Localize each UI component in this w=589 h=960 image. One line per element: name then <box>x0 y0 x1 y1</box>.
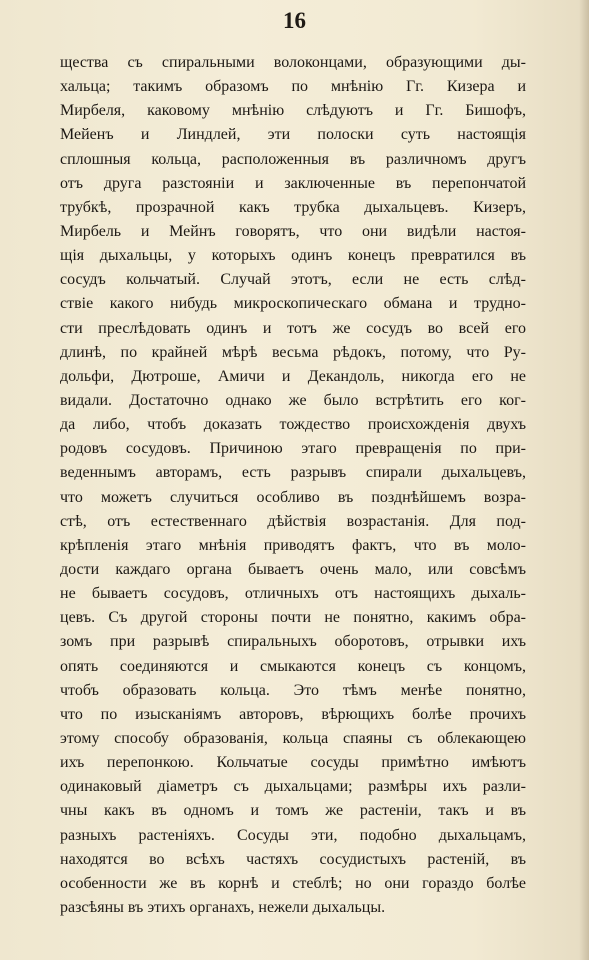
text-line: хальца; такимъ образомъ по мнѣнію Гг. Кизера и <box>60 78 526 96</box>
text-line: одинаковый діаметръ съ дыхальцами; размѣры ихъ разли- <box>60 778 526 796</box>
text-line: цевъ. Съ другой стороны почти не понятно, какимъ обра- <box>60 609 526 627</box>
text-line: сти преслѣдовать одинъ и тотъ же сосудъ во всей его <box>60 319 526 337</box>
text-line: чны какъ въ одномъ и томъ же растеніи, такъ и въ <box>60 802 526 820</box>
page-number: 16 <box>283 8 306 33</box>
text-line: Мирбель и Мейнъ говорятъ, что они видѣли настоя- <box>60 222 526 240</box>
text-line: сосудъ кольчатый. Случай этотъ, если не есть слѣд- <box>60 271 526 289</box>
text-line: особенности же въ корнѣ и стеблѣ; но они гораздо болѣе <box>60 874 526 892</box>
text-line: дольфи, Дютроше, Амичи и Декандоль, никогда его не <box>60 367 526 385</box>
text-line: ихъ перепонкою. Кольчатые сосуды примѣтно имѣютъ <box>60 754 526 772</box>
text-line: зомъ при разрывѣ спиральныхъ оборотовъ, отрывки ихъ <box>60 633 526 651</box>
page-edge-shadow <box>579 0 589 960</box>
text-line: разсѣяны въ этихъ органахъ, нежели дыхальцы. <box>60 898 386 916</box>
text-line: трубкѣ, прозрачной какъ трубка дыхальцевъ. Кизеръ, <box>60 198 526 216</box>
text-line: что можетъ случиться особливо въ позднѣйшемъ возра- <box>60 488 526 506</box>
text-line: находятся во всѣхъ частяхъ сосудистыхъ растеній, въ <box>60 850 526 868</box>
text-line: да либо, чтобъ доказать тождество происхожденія двухъ <box>60 416 526 434</box>
text-line: отъ друга разстояніи и заключенные въ перепончатой <box>60 174 526 192</box>
text-line: ствіе какого нибудь микроскопическаго обмана и трудно- <box>60 295 526 313</box>
text-line: веденнымъ авторамъ, есть разрывъ спирали дыхальцевъ, <box>60 464 526 482</box>
text-line: что по изысканіямъ авторовъ, вѣрющихъ болѣе прочихъ <box>60 705 526 723</box>
text-line: стѣ, отъ естественнаго дѣйствія возрастанія. Для под- <box>60 512 526 530</box>
text-line: длинѣ, по крайней мѣрѣ весьма рѣдокъ, потому, что Ру- <box>60 343 526 361</box>
body-text <box>60 51 526 920</box>
text-line: опять соединяются и смыкаются конецъ съ концомъ, <box>60 657 526 675</box>
text-line: родовъ сосудовъ. Причиною этаго превращенія по при- <box>60 440 526 458</box>
text-line: Мирбеля, каковому мнѣнію слѣдуютъ и Гг. Бишофъ, <box>60 102 526 120</box>
text-line: крѣпленія этаго мнѣнія приводятъ фактъ, что въ моло- <box>60 536 526 554</box>
text-line: не бываетъ сосудовъ, отличныхъ отъ настоящихъ дыхаль- <box>60 585 526 603</box>
text-line: дости каждаго органа бываетъ очень мало, или совсѣмъ <box>60 560 526 578</box>
text-line: щества съ спиральными волоконцами, образующими ды- <box>60 54 526 71</box>
text-line: щія дыхальцы, у которыхъ одинъ конецъ превратился въ <box>60 247 526 265</box>
text-line: видали. Достаточно однако же было встрѣтить его ког- <box>60 391 526 409</box>
text-line: разныхъ растеніяхъ. Сосуды эти, подобно дыхальцамъ, <box>60 826 526 844</box>
text-line: чтобъ образовать кольца. Это тѣмъ менѣе понятно, <box>60 681 526 699</box>
text-line: этому способу образованія, кольца спаяны съ облекающею <box>60 729 526 747</box>
text-line: сплошныя кольца, расположенныя въ различномъ другъ <box>60 150 526 168</box>
text-line: Мейенъ и Линдлей, эти полоски суть настоящія <box>60 126 526 144</box>
